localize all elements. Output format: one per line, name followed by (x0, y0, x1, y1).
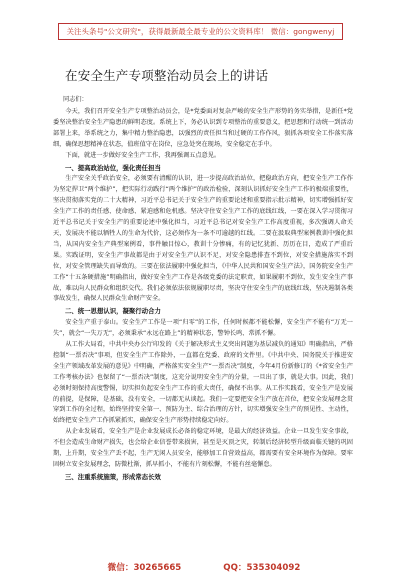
document-title: 在安全生产专项整治动员会上的讲话 (65, 68, 269, 83)
body-paragraph: 下面，就进一步做好安全生产工作，我再强调五点意见。 (65, 151, 221, 159)
document-body (53, 66, 353, 484)
promo-banner-text: 关注头条号"公文研究"，获得最新最全最专业的公文资料库！ 微信：gongwenyj (66, 27, 335, 36)
salutation: 同志们： (63, 96, 88, 103)
section-heading: 一、提高政治站位，强化责任担当 (65, 163, 161, 172)
body-paragraph: 安全生产重于泰山。安全生产工作是一项“归零”的工作，任何时候都不能松懈，安全生产不能有“万无一失”，就会“一失万无”，必须秉承“永远在路上”的精神状态，警钟长鸣、常抓不懈。 (53, 319, 353, 338)
footer-wechat: 微信：30265665 (107, 563, 182, 573)
body-paragraph: 从工作大局看，中共中央办公厅印发的《关于解决形式主义突出问题为基层减负的通知》明确指出，严格控制“一票否决”事项，但安全生产工作除外，一直都在党委、政府的文件里。《中共中央、国务院关于推进安全生产领域改革发展的意见》中明确，严格落实安全生产“一票否决”制度，今年4月份新修订的《*省安全生产工作考核办法》也保留了“一票否决”制度，这充分说明安全生产的分量，一旦出了事，就是大事。因此，我们必须时刻保持高度警惕，切实担负起安全生产工作的重大责任，确保不出事。从工作实践看，安全生产是发展的前提，是保障，是基础，没有安全，一切都无从谈起。我们一定要把安全生产放在首位，把安全发展理念贯穿到工作的全过程，始终坚持安全第一、预防为主、综合治理的方针，切实增强安全生产的预见性、主动性，始终把安全生产工作抓紧抓实，确保安全生产形势持续稳定向好。 (53, 341, 353, 425)
section-heading: 二、统一思想认识，凝聚行动合力 (65, 307, 161, 316)
footer-contact (0, 561, 408, 573)
body-paragraph: 从企业发展看，安全生产是企业发展成长必备的稳定环境，是最大的经济效益。企业一旦发生安全事故，不但会造成生命财产损失，也会给企业信誉带来损害，甚至是灭顶之灾，转制后经济转型升级面临关键的巩固期，上升期，安全生产丢不起，生产无闲人员安全，能够加工自营效益高，都需要有安全环境作为保障。要牢固树立安全发展理念，防微杜渐，抓早抓小，不能有片刻松懈，不能有丝毫懈怠。 (53, 428, 353, 468)
document-content (53, 107, 353, 483)
footer-qq: QQ：535304092 (223, 563, 301, 573)
body-paragraph: 生产安全关乎政治安全，必须要有清醒的认识，进一步提高政治站位，把稳政治方向，把安全生产工作作为坚定捍卫“两个维护”，把实际行动践行“两个维护”的政治检验，深刻认识抓好安全生产工作的极端重要性，坚决贯彻落实党的二十大精神，习近平总书记关于安全生产的重要论述和重要指示批示精神，切实增强抓好安全生产工作的责任感、使命感、紧迫感和危机感。坚决守住安全生产工作的底线红线，一要在深入学习贯彻习近平总书记关于安全生产的重要论述中强化担当，习近平总书记对安全生产工作高度重视，多次强调人命关天，发展决不能以牺牲人的生命为代价，这必须作为一条不可逾越的红线。二要在汲取典型案例教训中强化担当，从国内安全生产典型案例看，事件触目惊心，教训十分惨痛，有的记忆犹新、历历在目，造成了严重后果。实践证明，安全生产事故都是由于对安全生产认识不足，对安全隐患排查不到位，对安全措施落实不到位，对安全管理缺失而导致的。三要在依法履职中强化担当，《中华人民共和国安全生产法》，国务院安全生产工作“十五条硬措施”明确指出，做好安全生产工作是各级党委的法定职责，如果履职不到位，发生安全生产事故，难以向人民群众和组织交代。我们必须依法依规履职尽责，坚决守住安全生产的底线红线，坚决遏制各类事故发生，确保人民群众生命财产安全。 (53, 175, 353, 303)
section-heading: 三、注重系统施策，形成常态长效 (65, 472, 161, 481)
promo-banner (58, 23, 343, 40)
body-paragraph: 今天，我们召开安全生产专项整治动员会，是*党委面对复杂严峻的安全生产形势的务实举措，是新任*党委坚决整治安全生产隐患的鲜明态度。系统上下，务必认识到专项整治的重要意义，把思想和行动统一到活动部署上来，举系统之力，集中精力整治隐患，以强烈的责任担当和过硬的工作作风，狠抓各项安全工作落实落细，确保思想精神在状态，值班值守在岗位，应急处突在现场，安全稳定在手中。 (53, 108, 353, 148)
